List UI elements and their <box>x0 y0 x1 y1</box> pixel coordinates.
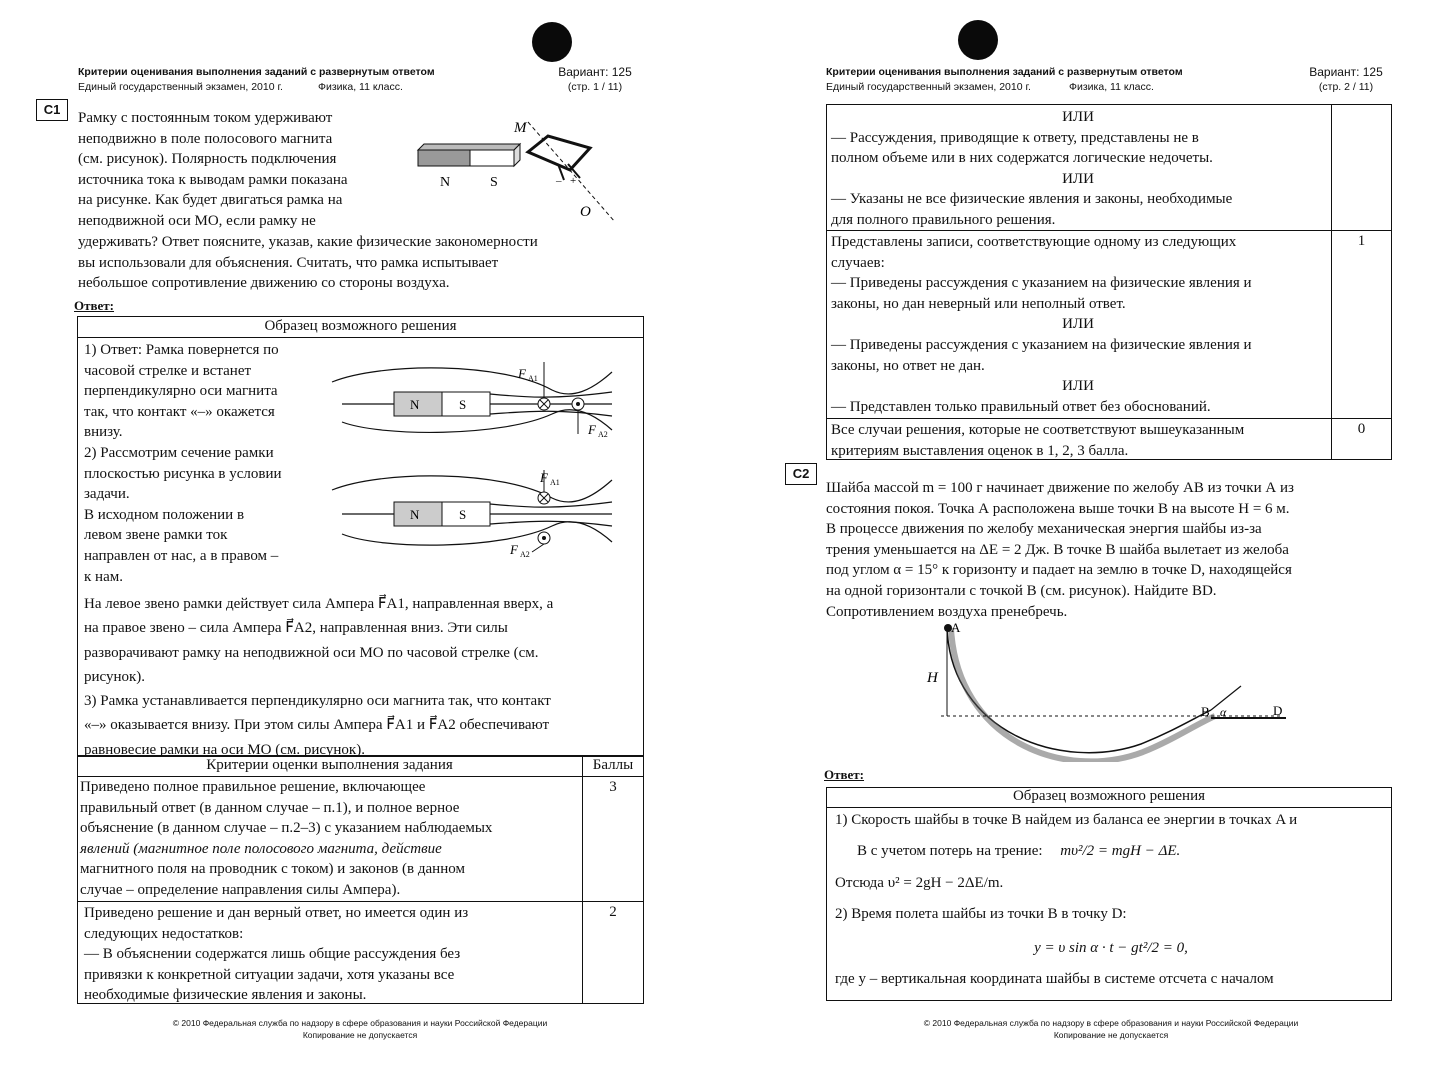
svg-text:F: F <box>510 542 518 557</box>
text-line: рисунок). <box>84 668 146 685</box>
field-lines-figure <box>322 342 622 582</box>
criteria-row-1 <box>831 232 1325 417</box>
text-line: небольшое сопротивление движению со стороны воздуха. <box>78 275 450 292</box>
footer-line2: Копирование не допускается <box>1053 1030 1169 1040</box>
svg-text:F: F <box>540 470 548 485</box>
c1-answer-label: Ответ: <box>74 298 115 313</box>
svg-text:S: S <box>459 507 467 522</box>
c2-answer-label: Ответ: <box>824 767 865 782</box>
text-line: правильный ответ (в данном случае – п.1), и полное верное <box>80 799 460 816</box>
force-label-fa1-sub: A1 <box>528 374 538 383</box>
text-line: «–» оказывается внизу. При этом силы Ампера F⃗A1 и F⃗A2 обеспечивают <box>84 717 550 734</box>
header-subtitle-right: Физика, 11 класс. <box>1069 81 1154 93</box>
text-line: где y – вертикальная координата шайбы в системе отсчета с началом <box>835 970 1274 987</box>
text-line: — Приведены рассуждения с указанием на физические явления и <box>831 275 1252 292</box>
points-value: 1 <box>1357 233 1366 249</box>
text-line: удерживать? Ответ поясните, указав, какие физические закономерности <box>78 234 538 250</box>
c1-problem-continued <box>78 232 634 294</box>
punch-hole-icon <box>958 20 998 60</box>
points-value: 2 <box>609 904 617 920</box>
text-line: источника тока к выводам рамки показана <box>78 171 348 188</box>
text-line: на правое звено – сила Ампера F⃗A2, направленная вниз. Эти силы <box>84 620 508 637</box>
text-line: Приведено решение и дан верный ответ, но имеется один из <box>84 905 469 921</box>
text-line: В процессе движения по желобу механическая энергия шайбы из-за <box>826 521 1262 538</box>
text-line: полном объеме или в них содержатся логические недочеты. <box>831 150 1213 167</box>
header-subtitle-left: Единый государственный экзамен, 2010 г. <box>826 81 1031 93</box>
figure-label-b: B <box>1201 704 1210 719</box>
text-line: — Указаны не все физические явления и законы, необходимые <box>831 191 1233 208</box>
text-line: неподвижно в поле полосового магнита <box>78 130 333 147</box>
text-line: (см. рисунок). Полярность подключения <box>78 151 337 168</box>
task-tag-c1: C1 <box>36 99 68 121</box>
text-line: 1) Скорость шайбы в точке B найдем из баланса ее энергии в точках A и <box>835 812 1298 828</box>
c1-problem <box>78 108 402 232</box>
force-label-fa2-sub: A2 <box>598 430 608 439</box>
text-line: ИЛИ <box>1062 170 1094 187</box>
text-line: — Рассуждения, приводящие к ответу, представлены не в <box>831 129 1199 146</box>
text-line: случае – определение направления силы Ампера). <box>80 881 401 898</box>
text-line: равновесие рамки на оси MO (см. рисунок). <box>84 741 365 758</box>
c1-solution-left <box>84 340 318 587</box>
text-line: случаев: <box>831 254 885 271</box>
text-line: Сопротивлением воздуха пренебречь. <box>826 603 1068 620</box>
criteria-row-0 <box>831 420 1325 461</box>
footer-line1: © 2010 Федеральная служба по надзору в сфере образования и науки Российской Федерации <box>172 1018 548 1028</box>
formula-energy: mυ²/2 = mgH − ΔE. <box>1060 842 1181 859</box>
text-line: На левое звено рамки действует сила Ампера F⃗A1, направленная вверх, а <box>84 596 554 612</box>
text-line: Рамку с постоянным током удерживают <box>78 110 333 126</box>
svg-text:N: N <box>410 507 420 522</box>
text-line: направлен от нас, а в правом – <box>84 547 279 564</box>
svg-text:S: S <box>459 397 467 412</box>
header-variant: Вариант: 125 <box>558 65 632 79</box>
text-line: для полного правильного решения. <box>831 211 1056 228</box>
figure-label-s: S <box>490 175 498 190</box>
text-line: состояния покоя. Точка А расположена выше точки В на высоте H = 6 м. <box>826 500 1290 517</box>
svg-text:N: N <box>410 397 420 412</box>
text-line: неподвижной оси МО, если рамку не <box>78 212 316 229</box>
figure-label-a: A <box>951 620 961 635</box>
text-line: ИЛИ <box>1062 316 1094 333</box>
criteria-header: Критерии оценки выполнения задания <box>206 757 453 773</box>
footer-line1: © 2010 Федеральная служба по надзору в сфере образования и науки Российской Федерации <box>923 1018 1299 1028</box>
svg-text:A1: A1 <box>550 478 560 487</box>
svg-text:A2: A2 <box>520 550 530 559</box>
figure-label-n: N <box>440 175 451 190</box>
magnet-frame-figure <box>410 112 620 224</box>
text-line: объяснение (в данном случае – п.2–3) с указанием наблюдаемых <box>80 820 493 837</box>
text-line: законы, но ответ не дан. <box>831 357 985 374</box>
text-line: 3) Рамка устанавливается перпендикулярно оси магнита так, что контакт <box>84 693 551 710</box>
criteria-row-3 <box>80 777 578 901</box>
c2-solution-title: Образец возможного решения <box>1012 788 1206 804</box>
text-line: ИЛИ <box>1062 109 1094 125</box>
text-line: так, что контакт «–» окажется <box>84 403 275 420</box>
text-line: 1) Ответ: Рамка повернется по <box>84 342 279 358</box>
points-header: Баллы <box>592 757 634 773</box>
header-page-number: (стр. 1 / 11) <box>567 81 623 93</box>
task-tag-c2: C2 <box>785 463 817 485</box>
text-line: магнитного поля на проводник с током) и законов (в данном <box>80 861 465 878</box>
text-line: плоскостью рисунка в условии <box>84 465 282 482</box>
points-value: 0 <box>1357 421 1366 437</box>
text-line: — В объяснении содержатся лишь общие рассуждения без <box>84 946 461 963</box>
page-right <box>721 0 1443 1079</box>
footer-line2: Копирование не допускается <box>302 1030 418 1040</box>
force-label-fa2: F <box>588 422 596 437</box>
text-line: — Приведены рассуждения с указанием на физические явления и <box>831 336 1252 353</box>
header-variant: Вариант: 125 <box>1309 65 1383 79</box>
figure-label-alpha: α <box>1220 705 1227 719</box>
text-line: разворачивают рамку на неподвижной оси MO по часовой стрелке (см. <box>84 644 539 661</box>
text-line: В исходном положении в <box>84 506 245 523</box>
text-line: вы использовали для объяснения. Считать, что рамка испытывает <box>78 254 499 271</box>
c1-solution-title: Образец возможного решения <box>264 318 457 334</box>
text-line: необходимые физические явления и законы. <box>84 987 367 1004</box>
text-line: явлений (магнитное поле полосового магнита, действие <box>80 840 442 857</box>
text-line: B с учетом потерь на трение: <box>857 842 1043 859</box>
c2-problem <box>826 478 1384 622</box>
header-title: Критерии оценивания выполнения заданий с развернутым ответом <box>826 66 1183 78</box>
force-label-fa1: F <box>518 366 526 381</box>
text-line: перпендикулярно оси магнита <box>84 383 278 400</box>
chute-figure <box>911 612 1301 762</box>
text-line: — Представлен только правильный ответ без обоснований. <box>831 398 1211 415</box>
criteria-row-2 <box>84 903 578 1006</box>
criteria-row-2-continued <box>831 107 1325 231</box>
points-value: 3 <box>609 779 617 795</box>
text-line: 2) Время полета шайбы из точки B в точку D: <box>835 905 1127 922</box>
text-line: 2) Рассмотрим сечение рамки <box>84 444 274 461</box>
text-line: следующих недостатков: <box>84 925 244 942</box>
page-left <box>0 0 721 1079</box>
header-page-number: (стр. 2 / 11) <box>1318 81 1374 93</box>
text-line: к нам. <box>84 568 123 585</box>
text-line: левом звене рамки ток <box>84 527 228 544</box>
text-line: Представлены записи, соответствующие одному из следующих <box>831 234 1237 250</box>
c1-solution-full <box>84 592 636 762</box>
text-line: на рисунке. Как будет двигаться рамка на <box>78 192 343 209</box>
figure-label-m: M <box>514 120 527 136</box>
text-line: трения уменьшается на ΔE = 2 Дж. В точке В шайба вылетает из желоба <box>826 541 1289 558</box>
figure-label-h: H <box>927 670 938 686</box>
header-title: Критерии оценивания выполнения заданий с развернутым ответом <box>78 66 435 78</box>
figure-label-minus: – <box>556 175 562 187</box>
formula-velocity: Отсюда υ² = 2gH − 2ΔE/m. <box>835 875 1004 892</box>
text-line: критериям выставления оценок в 1, 2, 3 балла. <box>831 442 1129 459</box>
text-line: задачи. <box>84 486 130 503</box>
figure-label-o: O <box>580 204 591 220</box>
header-subtitle-right: Физика, 11 класс. <box>318 81 403 93</box>
text-line: законы, но дан неверный или неполный ответ. <box>831 295 1126 312</box>
figure-label-d: D <box>1273 703 1283 718</box>
text-line: Шайба массой m = 100 г начинает движение по желобу АВ из точки А из <box>826 480 1294 496</box>
formula-motion: y = υ sin α · t − gt²/2 = 0, <box>1034 940 1188 957</box>
text-line: Приведено полное правильное решение, включающее <box>80 779 426 795</box>
c2-solution <box>835 810 1387 990</box>
text-line: внизу. <box>84 424 123 441</box>
text-line: Все случаи решения, которые не соответствуют вышеуказанным <box>831 422 1245 438</box>
text-line: на одной горизонтали с точкой В (см. рисунок). Найдите BD. <box>826 582 1217 599</box>
header-subtitle-left: Единый государственный экзамен, 2010 г. <box>78 81 283 93</box>
text-line: ИЛИ <box>1062 378 1094 395</box>
text-line: под углом α = 15° к горизонту и падает на землю в точке D, находящейся <box>826 562 1292 579</box>
punch-hole-icon <box>532 22 572 62</box>
text-line: привязки к конкретной ситуации задачи, хотя указаны все <box>84 966 455 983</box>
figure-label-plus: + <box>570 175 577 187</box>
text-line: часовой стрелке и встанет <box>84 362 252 379</box>
